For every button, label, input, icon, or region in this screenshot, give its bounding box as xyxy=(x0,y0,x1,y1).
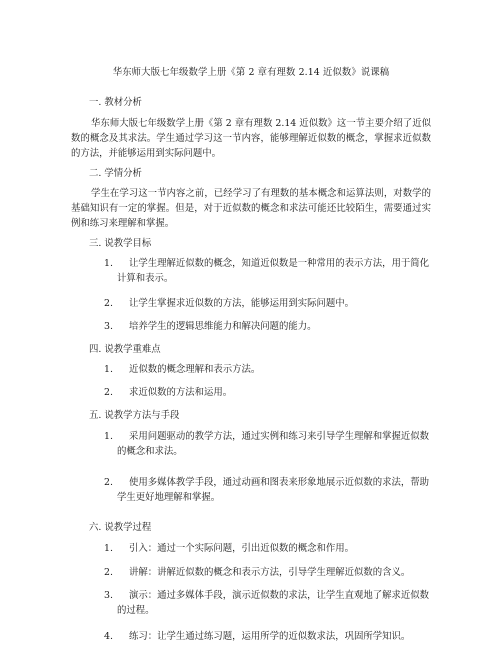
list-item-number: 1. xyxy=(104,543,113,554)
section-heading-6: 六. 说教学过程 xyxy=(89,522,152,533)
section-heading-1: 一. 教材分析 xyxy=(89,97,142,108)
list-item-text: 近似数的概念理解和表示方法。 xyxy=(129,364,261,375)
list-item-number: 2. xyxy=(104,477,113,488)
list-item-text: 让学生掌握求近似数的方法，能够运用到实际问题中。 xyxy=(129,298,355,309)
list-item xyxy=(104,476,431,506)
list-item-number: 4. xyxy=(104,631,113,642)
list-item-number: 2. xyxy=(104,567,113,578)
list-item xyxy=(104,430,431,460)
list-item-text: 练习：让学生通过练习题，运用所学的近似数求法，巩固所学知识。 xyxy=(129,631,411,642)
list-item-text: 培养学生的逻辑思维能力和解决问题的能力。 xyxy=(129,321,317,332)
list-item xyxy=(104,297,431,312)
list-item xyxy=(104,257,431,287)
list-item-number: 3. xyxy=(104,590,113,601)
list-item-text: 采用问题驱动的教学方法，通过实例和练习来引导学生理解和掌握近似数的概念和求法。 xyxy=(117,431,430,457)
list-item-number: 1. xyxy=(104,364,113,375)
document-title: 华东师大版七年级数学上册《第 2 章有理数 2.14 近似数》说课稿 xyxy=(112,67,390,78)
section-paragraph-1: 华东师大版七年级数学上册《第 2 章有理数 2.14 近似数》这一节主要介绍了近似数的概念及其求法。学生通过学习这一节内容，能够理解近似数的概念，掌握求近似数的方法，并能够运用到实际问题中。 xyxy=(71,118,431,159)
list-item xyxy=(104,566,431,581)
list-item xyxy=(104,589,431,619)
section-heading-2: 二. 学情分析 xyxy=(89,168,142,179)
section-heading-4: 四. 说教学重难点 xyxy=(89,344,161,355)
section-paragraph-2: 学生在学习这一节内容之前，已经学习了有理数的基本概念和运算法则，对数学的基础知识有一定的掌握。但是，对于近似数的概念和求法可能还比较陌生，需要通过实例和练习来理解和掌握。 xyxy=(71,188,431,229)
list-item-number: 2. xyxy=(104,298,113,309)
list-item-number: 1. xyxy=(104,431,113,442)
list-item-text: 求近似数的方法和运用。 xyxy=(129,387,233,398)
list-item-number: 3. xyxy=(104,321,113,332)
list-item-text: 引入：通过一个实际问题，引出近似数的概念和作用。 xyxy=(129,543,355,554)
list-item xyxy=(104,320,431,335)
list-item-number: 2. xyxy=(104,387,113,398)
list-item xyxy=(104,363,431,378)
list-item-number: 1. xyxy=(104,258,113,269)
list-item xyxy=(104,542,431,557)
list-item-text: 讲解：讲解近似数的概念和表示方法，引导学生理解近似数的含义。 xyxy=(129,567,411,578)
list-item-text: 使用多媒体教学手段，通过动画和图表来形象地展示近似数的求法，帮助学生更好地理解和掌握。 xyxy=(117,477,430,503)
section-heading-3: 三. 说教学目标 xyxy=(89,238,152,249)
section-heading-5: 五. 说教学方法与手段 xyxy=(89,410,180,421)
list-item xyxy=(104,386,431,401)
list-item xyxy=(104,630,447,645)
list-item-text: 演示：通过多媒体手段，演示近似数的求法，让学生直观地了解求近似数的过程。 xyxy=(117,590,430,616)
list-item-text: 让学生理解近似数的概念，知道近似数是一种常用的表示方法，用于简化计算和表示。 xyxy=(117,258,430,284)
